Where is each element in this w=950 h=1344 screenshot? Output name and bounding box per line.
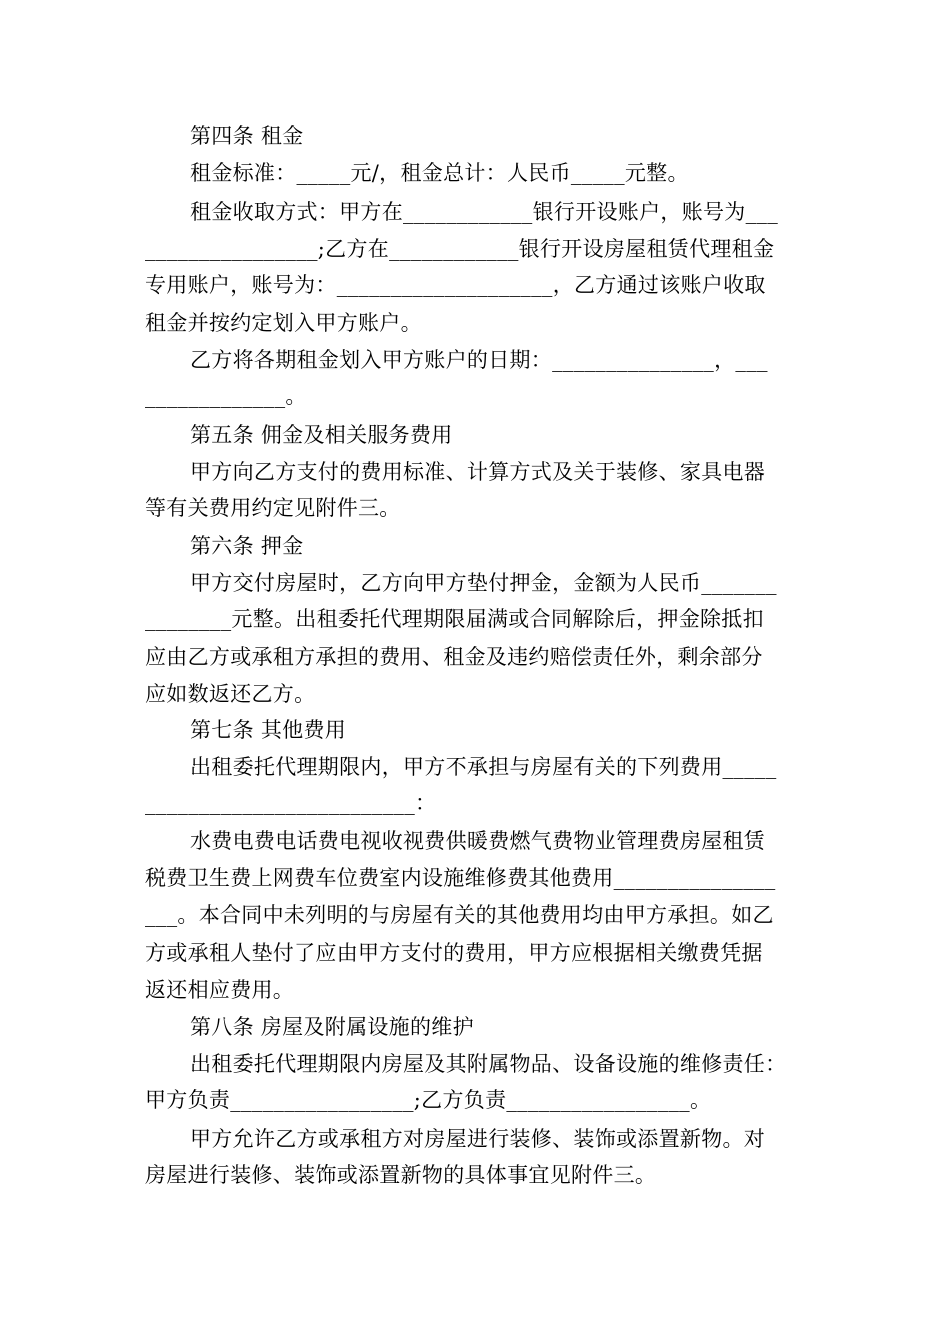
paragraph-line: 税费卫生费上网费车位费室内设施维修费其他费用_______________	[145, 866, 776, 890]
paragraph-line: 应如数返还乙方。	[145, 682, 316, 706]
paragraph-line: 租金收取方式：甲方在____________银行开设账户，账号为___	[190, 200, 778, 224]
paragraph-line: 甲方向乙方支付的费用标准、计算方式及关于装修、家具电器	[190, 460, 766, 484]
paragraph-line: 返还相应费用。	[145, 978, 295, 1002]
paragraph-line: _________________________：	[145, 791, 437, 815]
paragraph-line: 专用账户，账号为：____________________，乙方通过该账户收取	[145, 273, 766, 297]
paragraph-line: 水费电费电话费电视收视费供暖费燃气费物业管理费房屋租赁	[190, 829, 766, 853]
paragraph-line: 乙方将各期租金划入甲方账户的日期：_______________，___	[190, 348, 768, 372]
paragraph-line: 房屋进行装修、装饰或添置新物的具体事宜见附件三。	[145, 1163, 657, 1187]
paragraph-line: ________________;乙方在____________银行开设房屋租赁代理租金	[145, 237, 775, 261]
article-6-heading: 第六条 押金	[190, 534, 304, 558]
article-8-heading: 第八条 房屋及附属设施的维护	[190, 1015, 474, 1039]
paragraph-line: 出租委托代理期限内，甲方不承担与房屋有关的下列费用_____	[190, 755, 777, 779]
rent-standard-line: 租金标准：_____元/，租金总计：人民币_____元整。	[190, 161, 689, 185]
article-5-heading: 第五条 佣金及相关服务费用	[190, 423, 453, 447]
paragraph-line: 应由乙方或承租方承担的费用、租金及违约赔偿责任外，剩余部分	[145, 645, 763, 669]
paragraph-line: _____________。	[145, 384, 307, 408]
paragraph-line: 租金并按约定划入甲方账户。	[145, 311, 422, 335]
paragraph-line: 等有关费用约定见附件三。	[145, 496, 401, 520]
paragraph-line: 甲方允许乙方或承租方对房屋进行装修、装饰或添置新物。对	[190, 1127, 766, 1151]
paragraph-line: 出租委托代理期限内房屋及其附属物品、设备设施的维修责任：	[190, 1052, 787, 1076]
paragraph-line: ___。本合同中未列明的与房屋有关的其他费用均由甲方承担。如乙	[145, 903, 774, 927]
article-4-heading: 第四条 租金	[190, 124, 304, 148]
paragraph-line: 甲方交付房屋时，乙方向甲方垫付押金，金额为人民币_______	[190, 571, 777, 595]
paragraph-line: ________元整。出租委托代理期限届满或合同解除后，押金除抵扣	[145, 607, 764, 631]
article-7-heading: 第七条 其他费用	[190, 718, 347, 742]
paragraph-line: 甲方负责_________________;乙方负责_________________。	[145, 1088, 712, 1112]
paragraph-line: 方或承租人垫付了应由甲方支付的费用，甲方应根据相关缴费凭据	[145, 941, 763, 965]
